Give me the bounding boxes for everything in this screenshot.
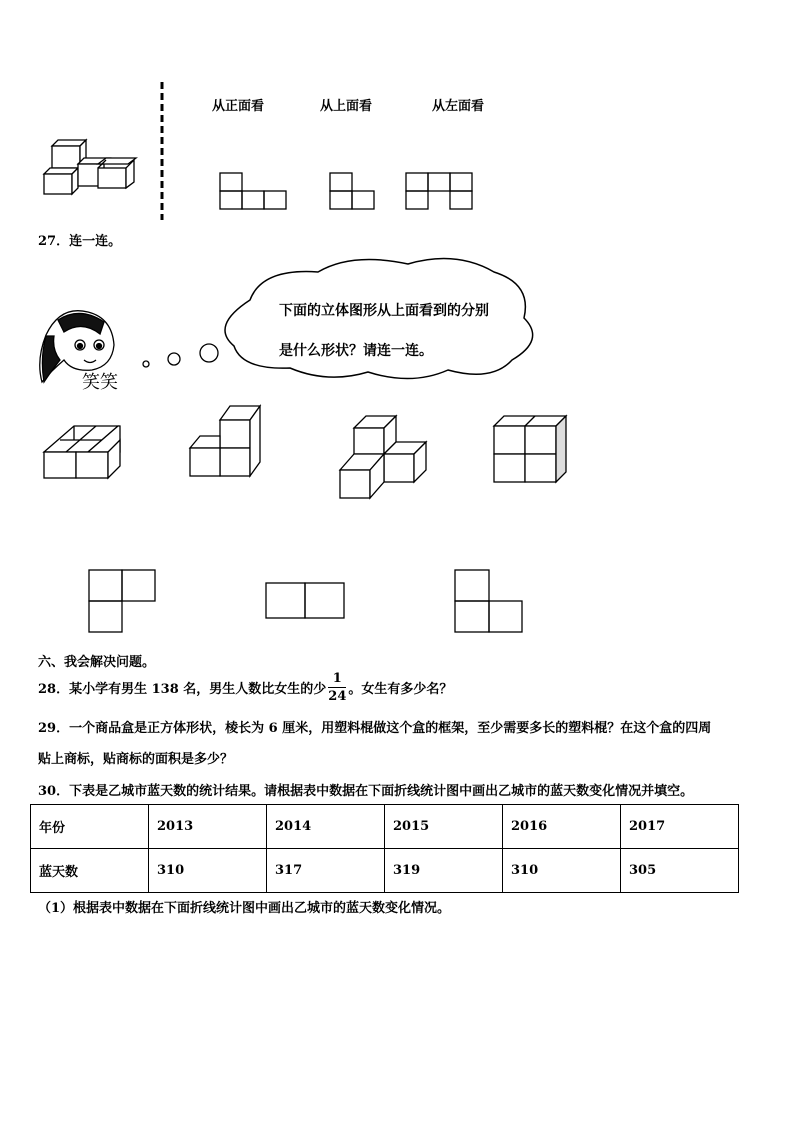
section-6-title: 六、我会解决问题。 (38, 655, 156, 670)
table-cell: 310 (149, 849, 267, 893)
question-30-text: 30．下表是乙城市蓝天数的统计结果。请根据表中数据在下面折线统计图中画出乙城市的蓝天数变化情况并填空。 (38, 784, 694, 799)
fraction-denominator: 24 (328, 689, 347, 704)
question-30-sub1: （1）根据表中数据在下面折线统计图中画出乙城市的蓝天数变化情况。 (38, 901, 451, 916)
label-front-view: 从正面看 (212, 99, 265, 114)
table-cell: 317 (267, 849, 385, 893)
solid-1 (44, 426, 120, 478)
table-cell: 2016 (503, 805, 621, 849)
table-cell: 蓝天数 (31, 849, 149, 893)
option-c-shape (455, 570, 522, 632)
question-28 (38, 672, 452, 703)
table-row (31, 805, 739, 849)
solid-4 (494, 416, 566, 482)
table-cell: 305 (621, 849, 739, 893)
cube-cluster-top (44, 140, 136, 194)
table-cell: 2013 (149, 805, 267, 849)
q28-text-before: 28．某小学有男生 138 名，男生人数比女生的少 (38, 682, 327, 697)
table-row (31, 849, 739, 893)
table-cell: 年份 (31, 805, 149, 849)
solid-3 (340, 416, 426, 498)
left-view-shape (406, 173, 472, 209)
girl-name: 笑笑 (82, 372, 118, 393)
front-view-shape (220, 173, 286, 209)
q28-fraction (328, 672, 346, 703)
bubble-text-line1: 下面的立体图形从上面看到的分别 (279, 303, 489, 319)
table-cell: 319 (385, 849, 503, 893)
top-view-shape (330, 173, 374, 209)
bubble-text-line2: 是什么形状？请连一连。 (279, 343, 433, 359)
option-b-shape (266, 583, 344, 618)
blue-sky-table (30, 804, 739, 893)
q28-text-after: 。女生有多少名？ (348, 682, 453, 697)
question-29-line2: 贴上商标，贴商标的面积是多少？ (38, 752, 234, 767)
solid-2 (190, 406, 260, 476)
question-27-label: 27．连一连。 (38, 234, 122, 249)
label-top-view: 从上面看 (320, 99, 373, 114)
fraction-numerator: 1 (328, 672, 346, 688)
label-left-view: 从左面看 (432, 99, 485, 114)
thought-dots (143, 344, 218, 367)
table-cell: 310 (503, 849, 621, 893)
table-cell: 2014 (267, 805, 385, 849)
table-cell: 2015 (385, 805, 503, 849)
question-29-line1: 29．一个商品盒是正方体形状，棱长为 6 厘米，用塑料棍做这个盒的框架，至少需要多长的塑料棍？在这个盒的四周 (38, 721, 712, 736)
option-a-shape (89, 570, 155, 632)
table-cell: 2017 (621, 805, 739, 849)
